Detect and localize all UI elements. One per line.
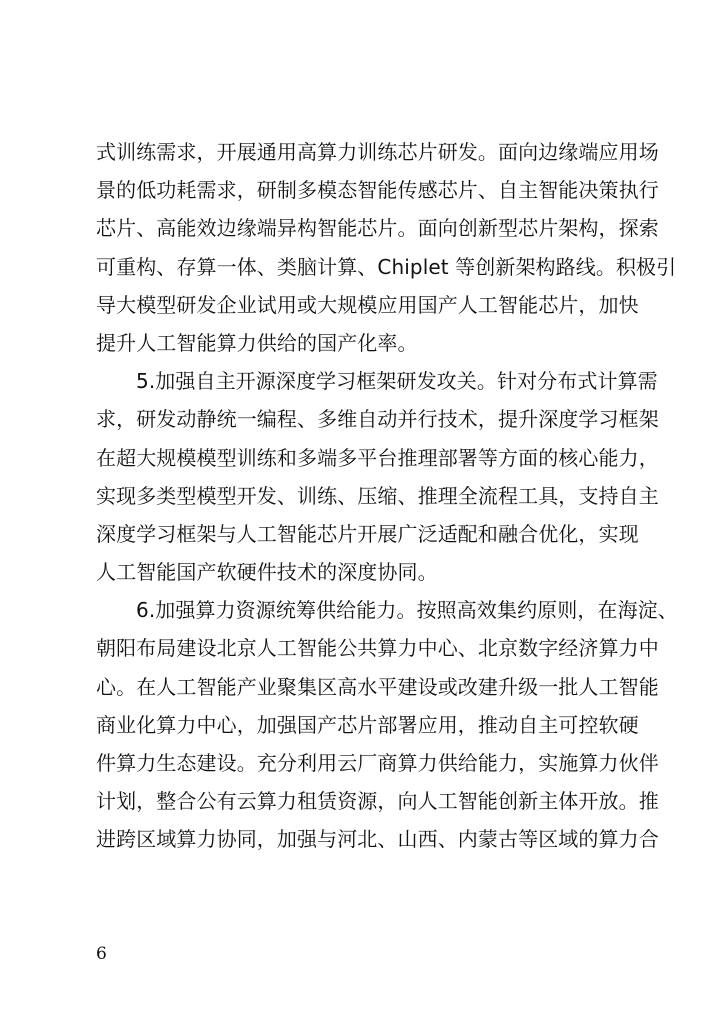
text-line: 深度学习框架与人工智能芯片开展广泛适配和融合优化，实现 [96,521,639,546]
text-line: 可重构、存算一体、类脑计算、Chiplet 等创新架构路线。积极引 [96,254,677,279]
text-line: 芯片、高能效边缘端异构智能芯片。面向创新型芯片架构，探索 [96,216,659,241]
text-line: 实现多类型模型开发、训练、压缩、推理全流程工具，支持自主 [96,483,659,508]
text-line: 人工智能国产软硬件技术的深度协同。 [96,560,438,585]
text-line: 商业化算力中心，加强国产芯片部署应用，推动自主可控软硬 [96,712,639,737]
text-line: 式训练需求，开展通用高算力训练芯片研发。面向边缘端应用场 [96,140,659,164]
text-line: 求，研发动静统一编程、多维自动并行技术，提升深度学习框架 [96,407,659,432]
text-line: 件算力生态建设。充分利用云厂商算力供给能力，实施算力伙伴 [96,751,659,775]
text-line: 进跨区域算力协同，加强与河北、山西、内蒙古等区域的算力合 [96,827,659,852]
text-line: 景的低功耗需求，研制多模态智能传感芯片、自主智能决策执行 [96,178,659,203]
text-line: 心。在人工智能产业聚集区高水平建设或改建升级一批人工智能 [96,674,659,699]
text-line: 在超大规模模型训练和多端多平台推理部署等方面的核心能力， [96,445,659,470]
paragraph-5-heading-line: 5.加强自主开源深度学习框架研发攻关。针对分布式计算需 [136,369,658,394]
text-line: 提升人工智能算力供给的国产化率。 [96,330,418,355]
page-number: 6 [96,944,107,964]
body-text [96,133,678,859]
text-line: 计划，整合公有云算力租赁资源，向人工智能创新主体开放。推 [96,789,659,814]
text-line: 导大模型研发企业试用或大规模应用国产人工智能芯片，加快 [96,292,639,317]
paragraph-6-heading-line: 6.加强算力资源统筹供给能力。按照高效集约原则，在海淀、 [136,598,678,623]
text-line: 朝阳布局建设北京人工智能公共算力中心、北京数字经济算力中 [96,636,659,661]
